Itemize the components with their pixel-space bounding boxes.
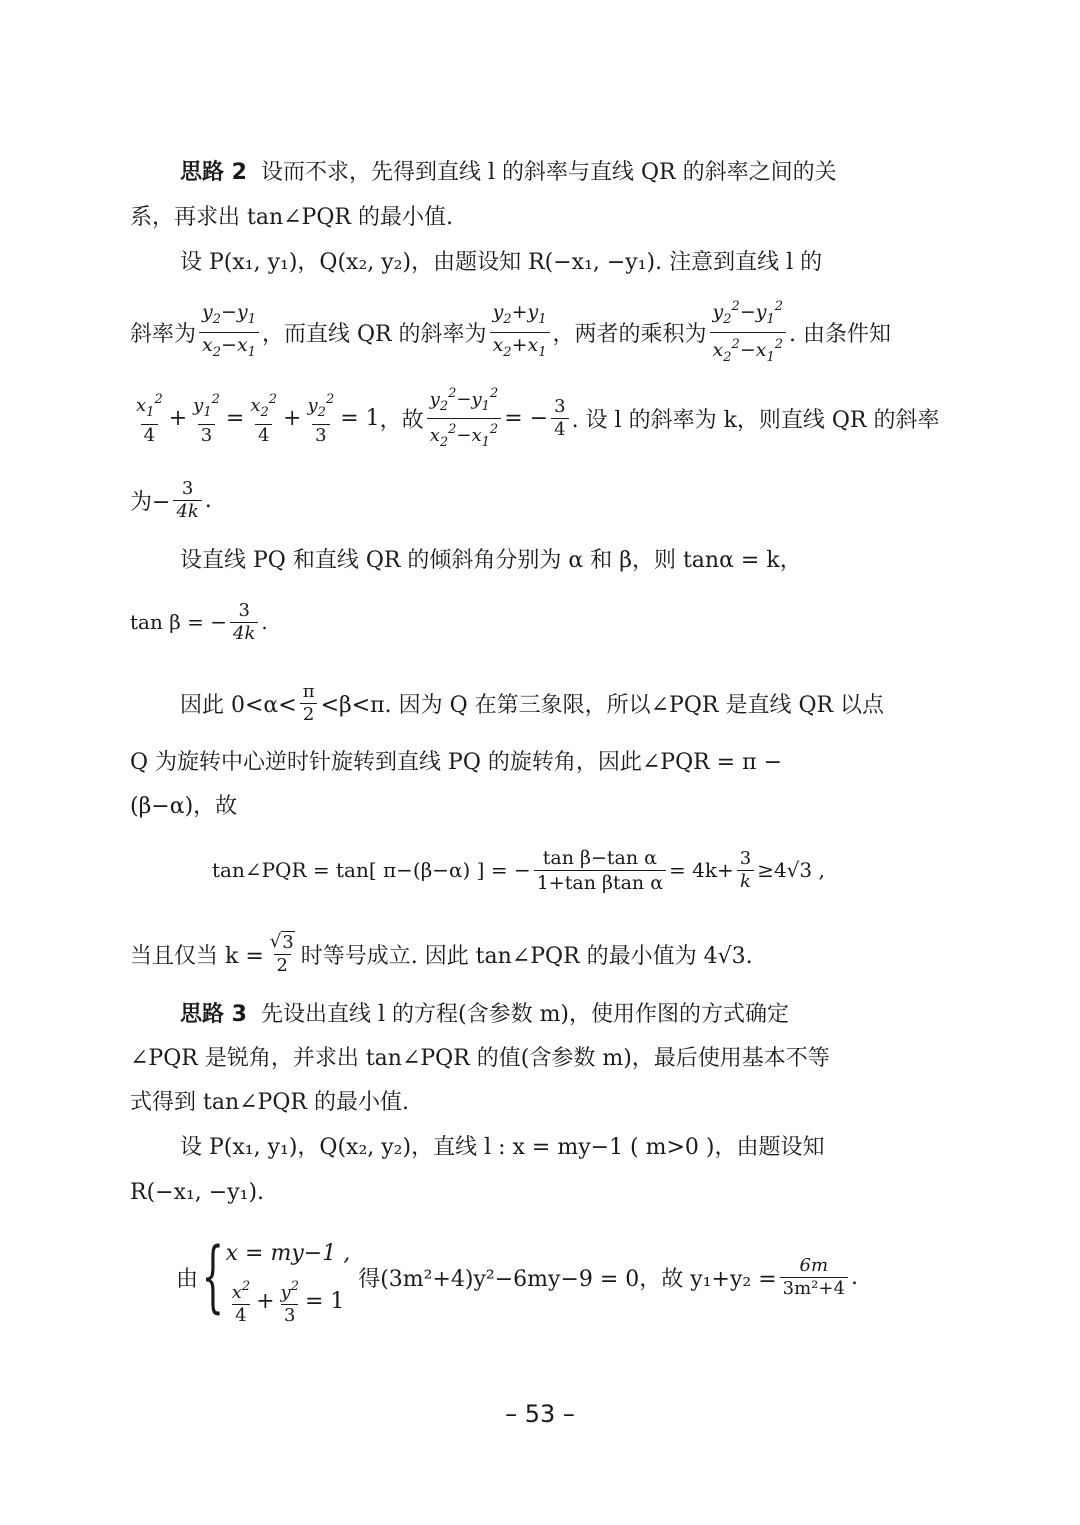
slope-qr-fraction: $\frac{y_2+y_1}{x_2+x_1}$ <box>490 300 550 365</box>
idea2-ellipse-condition: $\frac{x_1^2}{4}$ + $\frac{y_1^2}{3}$ = $\frac{x_2^2}{4}$ + $\frac{y_2^2}{3}$ = 1 ，故 $\frac{y_2^2-y_1^2}{x_2^2-x_1^2}$ = − $\frac{3}{4}$ . 设 l 的斜率为 k，则直线 QR 的斜率 <box>130 386 939 450</box>
idea2-slope-line: 斜率为 $\frac{y_2-y_1}{x_2-x_1}$ ，而直线 QR 的斜率为 $\frac{y_2+y_1}{x_2+x_1}$ ，两者的乘积为 $\frac{y_2^2-y_1^2}{x_2^2-x_1^2}$ . 由条件知 <box>130 300 891 364</box>
slope-product-fraction: $\frac{y_2^2-y_1^2}{x_2^2-x_1^2}$ <box>710 295 787 370</box>
idea3-setup-line2: R(−x₁, −y₁). <box>130 1180 265 1205</box>
idea2-angle-line1: 设直线 PQ 和直线 QR 的倾斜角分别为 α 和 β，则 tanα = k， <box>180 548 802 573</box>
idea2-intro-line1: 思路 2 设而不求，先得到直线 l 的斜率与直线 QR 的斜率之间的关 <box>180 160 837 185</box>
idea3-intro-line1: 思路 3 先设出直线 l 的方程(含参数 m)，使用作图的方式确定 <box>180 1002 790 1027</box>
idea2-qr-slope-result: 为− $\frac{3}{4k}$ . <box>130 477 212 522</box>
idea3-heading: 思路 3 <box>180 1002 247 1027</box>
idea2-equality-line: 当且仅当 k = √ 3 2 时等号成立. 因此 tan∠PQR 的最小值为 4√3. <box>130 931 753 976</box>
slope-l-fraction: $\frac{y_2-y_1}{x_2-x_1}$ <box>199 300 259 365</box>
system-brace: { <box>201 1232 225 1322</box>
idea2-rotate-line2: (β−α)，故 <box>130 794 238 819</box>
idea3-intro-line2: ∠PQR 是锐角，并求出 tan∠PQR 的值(含参数 m)，最后使用基本不等 <box>130 1046 830 1071</box>
idea2-rotate-line: Q 为旋转中心逆时针旋转到直线 PQ 的旋转角，因此∠PQR = π − <box>130 750 782 775</box>
idea2-heading: 思路 2 <box>180 160 247 185</box>
idea2-intro-line2: 系，再求出 tan∠PQR 的最小值. <box>130 205 453 230</box>
idea2-range-line: 因此 0<α< $\frac{\pi}{2}$ <β<π. 因为 Q 在第三象限，所以∠PQR 是直线 QR 以点 <box>180 680 885 725</box>
idea2-tan-pqr-formula: tan∠PQR = tan[ π−(β−α) ] = − $\frac{\text{tan β−tan α}}{\text{1+tan βtan α}}$ = 4k+ $\frac{3}{k}$ ≥4√3 , <box>212 846 825 894</box>
idea3-intro-line3: 式得到 tan∠PQR 的最小值. <box>130 1090 409 1115</box>
idea3-system-equations: 由 { x = my−1 , $\frac{x^2}{4}$ + $\frac{y^2}{3}$ = 1 得(3m²+4)y²−6my−9 = 0，故 y₁+y₂ = $\frac{6m}{\text{3m²+4}}$ . <box>176 1232 858 1326</box>
page-number: – 53 – <box>505 1400 575 1428</box>
idea3-setup-line1: 设 P(x₁, y₁)，Q(x₂, y₂)，直线 l : x = my−1 ( m>0 )，由题设知 <box>180 1135 825 1160</box>
idea2-setup-line: 设 P(x₁, y₁)，Q(x₂, y₂)，由题设知 R(−x₁, −y₁). 注意到直线 l 的 <box>180 250 823 275</box>
idea2-tanbeta-line: tan β = − $\frac{3}{4k}$ . <box>130 599 268 644</box>
